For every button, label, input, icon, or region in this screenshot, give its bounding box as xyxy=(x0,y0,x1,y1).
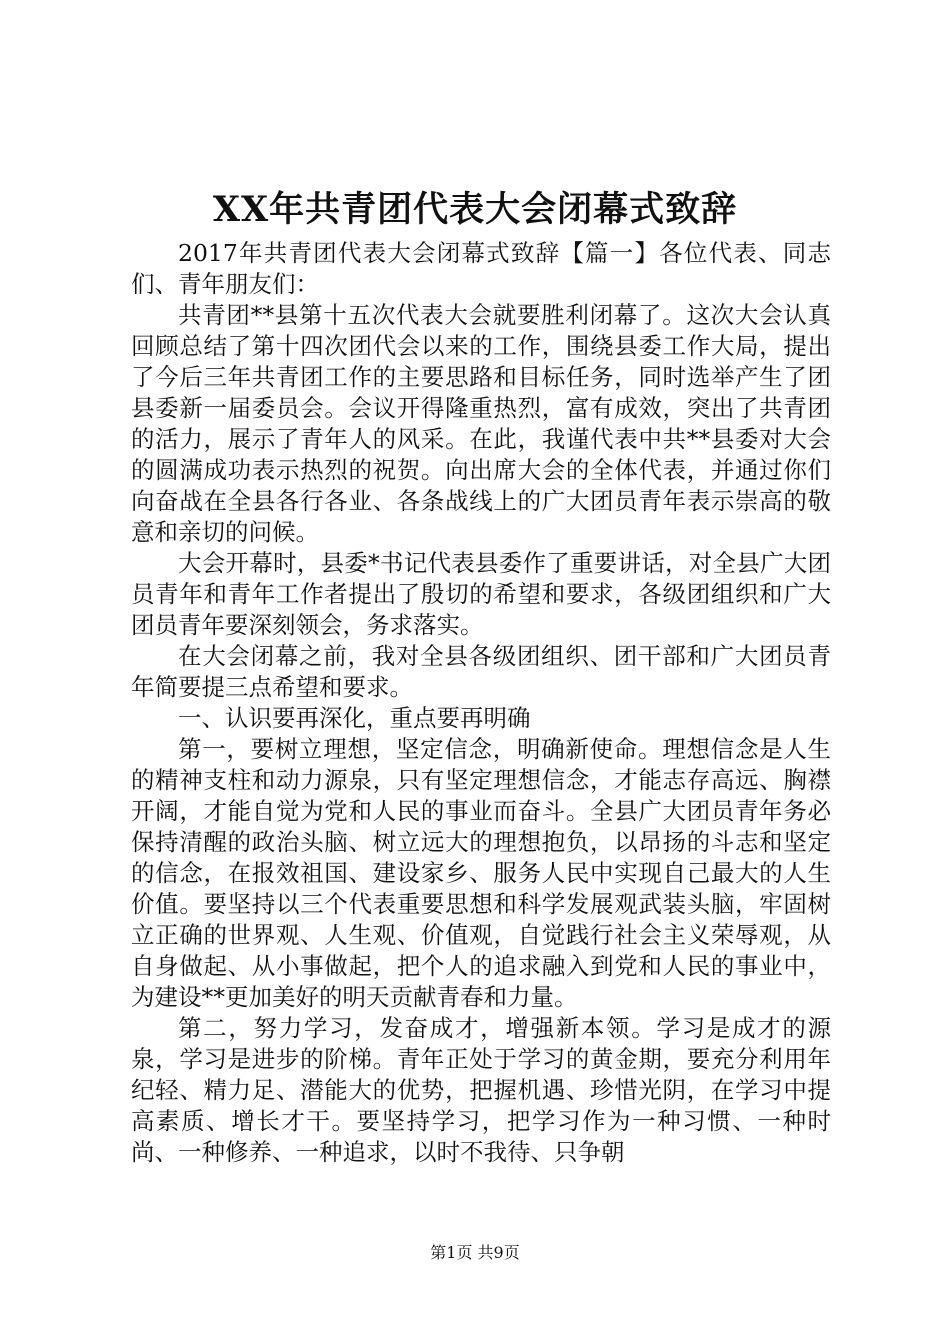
paragraph-greeting: 2017年共青团代表大会闭幕式致辞【篇一】各位代表、同志们、青年朋友们： xyxy=(131,239,831,298)
paragraph-opening: 共青团**县第十五次代表大会就要胜利闭幕了。这次大会认真回顾总结了第十四次团代会以来的工作，围绕县委工作大局，提出了今后三年共青团工作的主要思路和目标任务，同时选举产生了团县委新一届委员会。会议开得隆重热烈，富有成效，突出了共青团的活力，展示了青年人的风采。在此，我谨代表中共**县委对大会的圆满成功表示热烈的祝贺。向出席大会的全体代表，并通过你们向奋战在全县各行各业、各条战线上的广大团员青年表示崇高的敬意和亲切的问候。 xyxy=(131,301,831,546)
document-body xyxy=(131,238,831,1168)
paragraph-point-one: 第一，要树立理想，坚定信念，明确新使命。理想信念是人生的精神支柱和动力源泉，只有坚定理想信念，才能志存高远、胸襟开阔，才能自觉为党和人民的事业而奋斗。全县广大团员青年务必保持清醒的政治头脑、树立远大的理想抱负，以昂扬的斗志和坚定的信念，在报效祖国、建设家乡、服务人民中实现自己最大的人生价值。要坚持以三个代表重要思想和科学发展观武装头脑，牢固树立正确的世界观、人生观、价值观，自觉践行社会主义荣辱观，从自身做起、从小事做起，把个人的追求融入到党和人民的事业中，为建设**更加美好的明天贡献青春和力量。 xyxy=(131,735,831,1011)
page-number-footer: 第1页 共9页 xyxy=(430,1243,520,1262)
paragraph-point-two: 第二，努力学习，发奋成才，增强新本领。学习是成才的源泉，学习是进步的阶梯。青年正处于学习的黄金期，要充分利用年纪轻、精力足、潜能大的优势，把握机遇、珍惜光阴，在学习中提高素质、增长才干。要坚持学习，把学习作为一种习惯、一种时尚、一种修养、一种追求，以时不我待、只争朝 xyxy=(131,1014,831,1166)
section-heading-one: 一、认识要再深化，重点要再明确 xyxy=(178,704,531,732)
paragraph-speech: 大会开幕时，县委*书记代表县委作了重要讲话，对全县广大团员青年和青年工作者提出了殷切的希望和要求，各级团组织和广大团员青年要深刻领会，务求落实。 xyxy=(131,549,831,639)
document-title: XX年共青团代表大会闭幕式致辞 xyxy=(212,189,738,230)
paragraph-requirements: 在大会闭幕之前，我对全县各级团组织、团干部和广大团员青年简要提三点希望和要求。 xyxy=(131,642,831,701)
